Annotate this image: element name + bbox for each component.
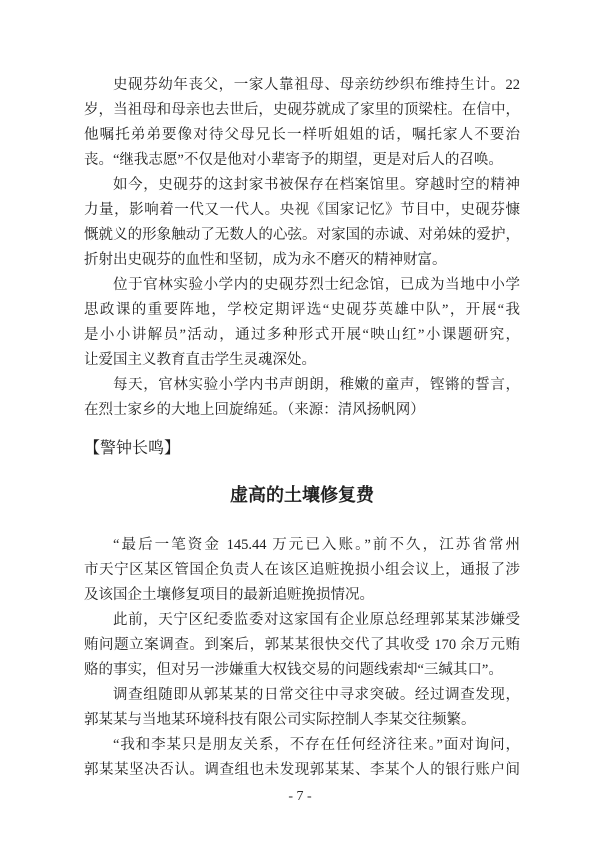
paragraph: [84, 273, 520, 373]
text-line: 及该国企土壤修复项目的最新追赃挽损情况。: [84, 587, 374, 603]
text-line: 调查组随即从郭某某的日常交往中寻求突破。经过调查发现，: [113, 687, 520, 703]
paragraph: [84, 608, 520, 683]
page-number: - 7 -: [288, 789, 312, 804]
text-line: 如今，史砚芬的这封家书被保存在档案馆里。穿越时空的精神: [113, 177, 520, 193]
text-line: 郭某某与当地某环境科技有限公司实际控制人李某交往频繁。: [84, 712, 476, 728]
text-line: 岁，当祖母和母亲也去世后，史砚芬就成了家里的顶梁柱。在信中，: [84, 102, 520, 118]
text-line: 每天，官林实验小学内书声朗朗，稚嫩的童声，铿锵的誓言，: [113, 377, 520, 393]
article-shiyanfen: [84, 73, 520, 423]
paragraph: [84, 73, 520, 173]
page-content: [84, 73, 520, 783]
text-line: 赂的事实，但对另一涉嫌重大权钱交易的问题线索却“三缄其口”。: [84, 662, 503, 678]
text-line: 市天宁区某区管国企负责人在该区追赃挽损小组会议上，通报了涉: [84, 562, 520, 578]
paragraph: [84, 533, 520, 608]
text-line: 力量，影响着一代又一代人。央视《国家记忆》节目中，史砚芬慷: [84, 202, 520, 218]
paragraph: [84, 373, 520, 423]
text-line: 他嘱托弟弟要像对待父母兄长一样听姐姐的话，嘱托家人不要治: [84, 127, 520, 143]
text-line: 折射出史砚芬的血性和坚韧，成为永不磨灭的精神财富。: [84, 252, 447, 268]
article-title: 虚高的土壤修复费: [230, 485, 374, 505]
text-line: 贿问题立案调查。到案后，郭某某很快交代了其收受 170 余万元贿: [84, 637, 520, 653]
text-line: 史砚芬幼年丧父，一家人靠祖母、母亲纺纱织布维持生计。22: [113, 77, 520, 93]
text-line: 此前，天宁区纪委监委对这家国有企业原总经理郭某某涉嫌受: [113, 612, 520, 628]
paragraph: [84, 173, 520, 273]
paragraph: [84, 683, 520, 733]
text-line: 慨就义的形象触动了无数人的心弦。对家国的赤诚、对弟妹的爱护，: [84, 227, 520, 243]
paragraph: [84, 733, 520, 783]
text-line: 丧。“继我志愿”不仅是他对小辈寄予的期望，更是对后人的召唤。: [84, 152, 503, 168]
text-line: 位于官林实验小学内的史砚芬烈士纪念馆，已成为当地中小学: [113, 277, 520, 293]
text-line: 思政课的重要阵地，学校定期评选“史砚芬英雄中队”，开展“我: [84, 302, 520, 318]
text-line: 是小小讲解员”活动，通过多种形式开展“映山红”小课题研究，: [84, 327, 520, 343]
text-line: “最后一笔资金 145.44 万元已入账。”前不久，江苏省常州: [113, 537, 520, 553]
text-line: 在烈士家乡的大地上回旋绵延。（来源：清风扬帆网）: [84, 402, 425, 418]
article-soil-remediation: [84, 533, 520, 783]
text-line: 郭某某坚决否认。调查组也未发现郭某某、李某个人的银行账户间: [84, 762, 520, 778]
text-line: “我和李某只是朋友关系，不存在任何经济往来。”面对询问，: [113, 737, 520, 753]
section-header-jingzhong: 【警钟长鸣】: [84, 440, 181, 457]
text-line: 让爱国主义教育直击学生灵魂深处。: [84, 352, 316, 368]
